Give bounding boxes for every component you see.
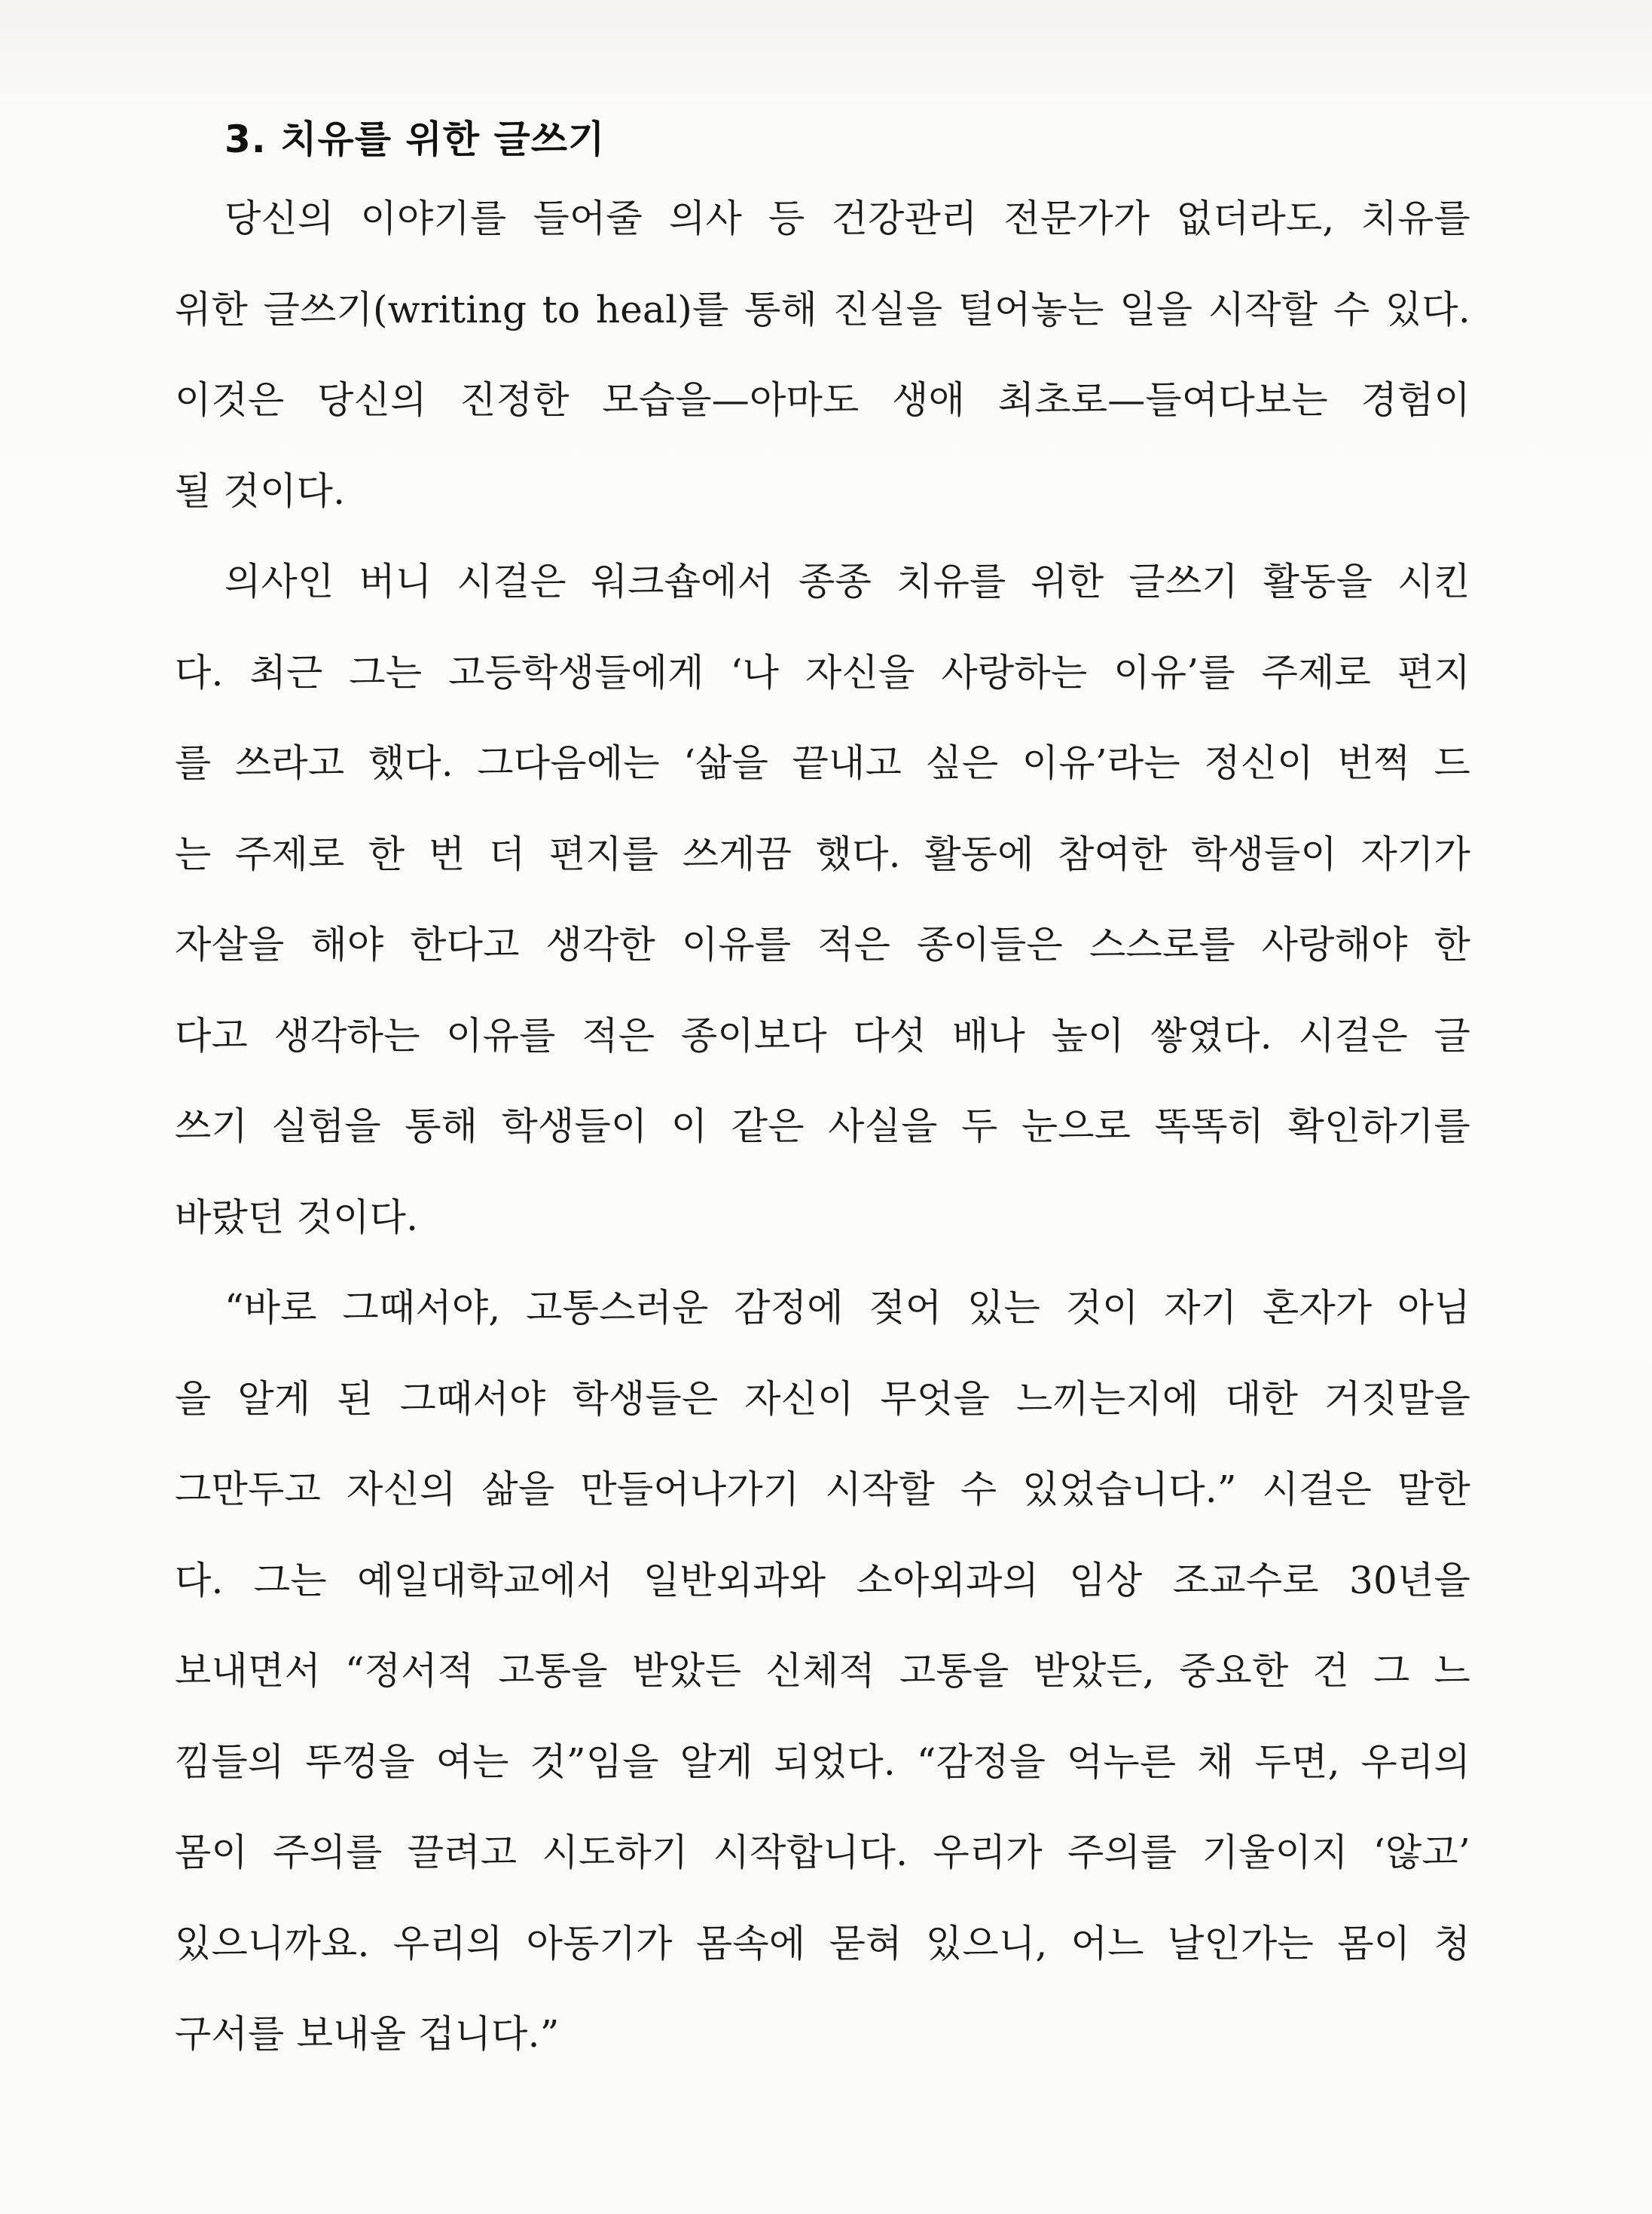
text-line: 이것은 당신의 진정한 모습을—아마도 생애 최초로—들여다보는 경험이 xyxy=(175,378,1470,422)
text-line: 보내면서 “정서적 고통을 받았든 신체적 고통을 받았든, 중요한 건 그 느 xyxy=(175,1649,1470,1693)
text-line: 다. 그는 예일대학교에서 일반외과와 소아외과의 임상 조교수로 30년을 xyxy=(175,1558,1470,1602)
text-line: 낌들의 뚜껑을 여는 것”임을 알게 되었다. “감정을 억누른 채 두면, 우리의 xyxy=(175,1739,1470,1784)
text-line: 있으니까요. 우리의 아동기가 몸속에 묻혀 있으니, 어느 날인가는 몸이 청 xyxy=(175,1921,1470,1965)
text-line: 의사인 버니 시걸은 워크숍에서 종종 치유를 위한 글쓰기 활동을 시킨 xyxy=(224,560,1470,603)
text-line: 그만두고 자신의 삶을 만들어나가기 시작할 수 있었습니다.” 시걸은 말한 xyxy=(175,1467,1470,1511)
text-line: 위한 글쓰기(writing to heal)를 통해 진실을 털어놓는 일을 시작할 수 있다. xyxy=(175,287,1470,331)
text-line: 구서를 보내올 겁니다.” xyxy=(175,2012,560,2056)
section-heading: 3. 치유를 위한 글쓰기 xyxy=(224,118,606,161)
text-line: 될 것이다. xyxy=(175,469,346,513)
page-text-block xyxy=(175,105,1470,2080)
text-line: 을 알게 된 그때서야 학생들은 자신이 무엇을 느끼는지에 대한 거짓말을 xyxy=(175,1376,1470,1421)
text-line: 다고 생각하는 이유를 적은 종이보다 다섯 배나 높이 쌓였다. 시걸은 글 xyxy=(175,1013,1470,1058)
text-line: 자살을 해야 한다고 생각한 이유를 적은 종이들은 스스로를 사랑해야 한 xyxy=(175,923,1470,967)
paragraph-2 xyxy=(175,536,1470,1263)
paragraph-3 xyxy=(175,1263,1470,2080)
text-line: 당신의 이야기를 들어줄 의사 등 건강관리 전문가가 없더라도, 치유를 xyxy=(224,197,1470,240)
text-line: 몸이 주의를 끌려고 시도하기 시작합니다. 우리가 주의를 기울이지 ‘않고’ xyxy=(175,1831,1470,1874)
paragraph-1 xyxy=(175,173,1470,536)
text-line: 쓰기 실험을 통해 학생들이 이 같은 사실을 두 눈으로 똑똑히 확인하기를 xyxy=(175,1104,1470,1148)
text-line: 는 주제로 한 번 더 편지를 쓰게끔 했다. 활동에 참여한 학생들이 자기가 xyxy=(175,832,1470,876)
text-line: “바로 그때서야, 고통스러운 감정에 젖어 있는 것이 자기 혼자가 아님 xyxy=(224,1286,1470,1330)
text-line: 다. 최근 그는 고등학생들에게 ‘나 자신을 사랑하는 이유’를 주제로 편지 xyxy=(175,650,1470,695)
text-line: 를 쓰라고 했다. 그다음에는 ‘삶을 끝내고 싶은 이유’라는 정신이 번쩍 드 xyxy=(175,741,1470,785)
text-line: 바랐던 것이다. xyxy=(175,1195,419,1239)
